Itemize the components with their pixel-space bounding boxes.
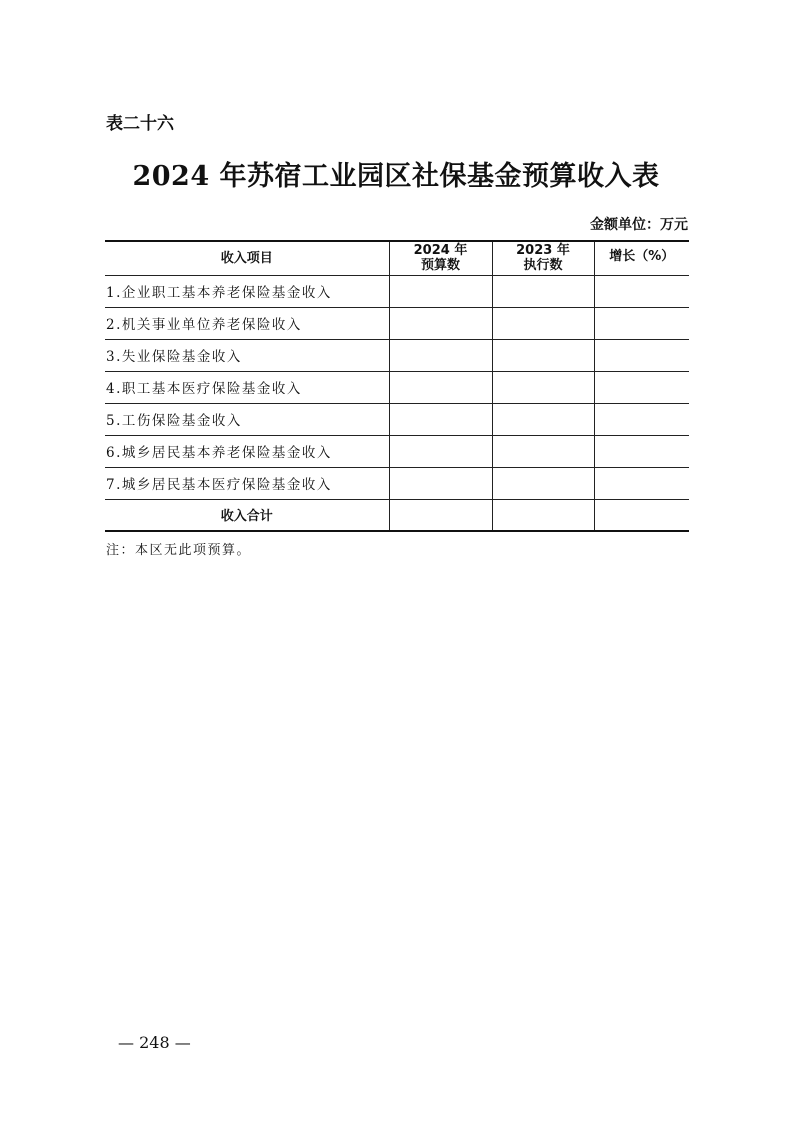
budget-income-table bbox=[105, 240, 689, 532]
row-item-name: 6.城乡居民基本养老保险基金收入 bbox=[105, 435, 389, 467]
row-growth-cell bbox=[594, 467, 689, 499]
row-budget-cell bbox=[389, 275, 492, 307]
header-budget-label: 预算数 bbox=[420, 258, 460, 274]
row-item-name: 7.城乡居民基本医疗保险基金收入 bbox=[105, 467, 389, 499]
row-budget-cell bbox=[389, 339, 492, 371]
header-budget bbox=[389, 241, 492, 275]
header-executed-label: 执行数 bbox=[523, 258, 563, 274]
table-total-row bbox=[105, 499, 689, 531]
row-executed-cell bbox=[492, 467, 594, 499]
total-budget-cell bbox=[389, 499, 492, 531]
row-executed-cell bbox=[492, 371, 594, 403]
table-row bbox=[105, 467, 689, 499]
row-executed-cell bbox=[492, 307, 594, 339]
table-row bbox=[105, 275, 689, 307]
table-row bbox=[105, 339, 689, 371]
row-budget-cell bbox=[389, 403, 492, 435]
row-growth-cell bbox=[594, 307, 689, 339]
page-title: 2024 年苏宿工业园区社保基金预算收入表 bbox=[132, 161, 660, 192]
row-executed-cell bbox=[492, 339, 594, 371]
row-growth-cell bbox=[594, 339, 689, 371]
table-row bbox=[105, 307, 689, 339]
row-item-name: 1.企业职工基本养老保险基金收入 bbox=[105, 275, 389, 307]
row-budget-cell bbox=[389, 371, 492, 403]
header-item: 收入项目 bbox=[105, 241, 389, 275]
row-budget-cell bbox=[389, 307, 492, 339]
row-executed-cell bbox=[492, 275, 594, 307]
total-growth-cell bbox=[594, 499, 689, 531]
footnote: 注：本区无此项预算。 bbox=[106, 543, 252, 558]
row-budget-cell bbox=[389, 467, 492, 499]
row-growth-cell bbox=[594, 403, 689, 435]
table-header-row bbox=[105, 241, 689, 275]
total-executed-cell bbox=[492, 499, 594, 531]
row-growth-cell bbox=[594, 435, 689, 467]
table-row bbox=[105, 403, 689, 435]
page-number: — 248 — bbox=[118, 1033, 191, 1052]
total-label: 收入合计 bbox=[105, 499, 389, 531]
row-item-name: 2.机关事业单位养老保险收入 bbox=[105, 307, 389, 339]
unit-label: 金额单位：万元 bbox=[590, 217, 688, 233]
table-row bbox=[105, 371, 689, 403]
row-item-name: 5.工伤保险基金收入 bbox=[105, 403, 389, 435]
header-executed-year: 2023 年 bbox=[516, 243, 570, 259]
row-item-name: 4.职工基本医疗保险基金收入 bbox=[105, 371, 389, 403]
row-budget-cell bbox=[389, 435, 492, 467]
table-row bbox=[105, 435, 689, 467]
header-growth: 增长（%） bbox=[594, 241, 689, 275]
row-item-name: 3.失业保险基金收入 bbox=[105, 339, 389, 371]
table-number: 表二十六 bbox=[106, 114, 174, 134]
row-executed-cell bbox=[492, 435, 594, 467]
header-executed bbox=[492, 241, 594, 275]
row-growth-cell bbox=[594, 275, 689, 307]
header-budget-year: 2024 年 bbox=[413, 243, 468, 259]
row-growth-cell bbox=[594, 371, 689, 403]
row-executed-cell bbox=[492, 403, 594, 435]
